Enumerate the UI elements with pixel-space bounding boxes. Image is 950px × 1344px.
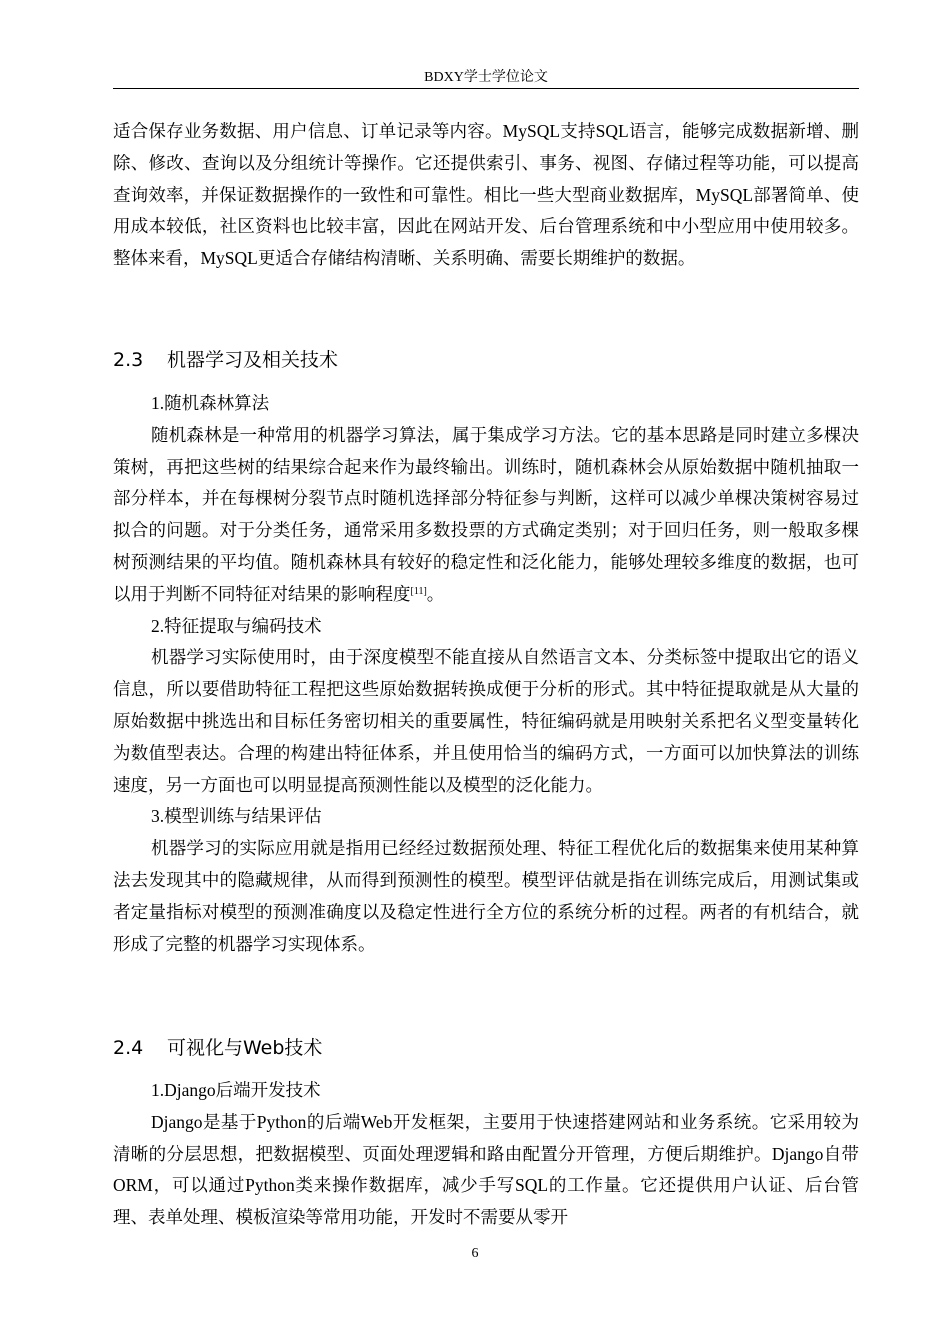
paragraph-text: 随机森林是一种常用的机器学习算法，属于集成学习方法。它的基本思路是同时建立多棵决策树，再把这些树的结果综合起来作为最终输出。训练时，随机森林会从原始数据中随机抽取一部分样本，并在每棵树分裂节点时随机选择部分特征参与判断，这样可以减少单棵决策树容易过拟合的问题。对于分类任务，通常采用多数投票的方式确定类别；对于回归任务，则一般取多棵树预测结果的平均值。随机森林具有较好的稳定性和泛化能力，能够处理较多维度的数据，也可以用于判断不同特征对结果的影响程度 — [113, 424, 859, 604]
section-2-4 — [113, 1033, 859, 1063]
paragraph-end: 。 — [426, 583, 445, 604]
paragraph-feature-encoding: 机器学习实际使用时，由于深度模型不能直接从自然语言文本、分类标签中提取出它的语义信息，所以要借助特征工程把这些原始数据转换成便于分析的形式。其中特征提取就是从大量的原始数据中挑选出和目标任务密切相关的重要属性，特征编码就是用映射关系把名义型变量转化为数值型表达。合理的构建出特征体系，并且使用恰当的编码方式，一方面可以加快算法的训练速度，另一方面也可以明显提高预测性能以及模型的泛化能力。 — [113, 647, 859, 795]
intro-paragraph: 适合保存业务数据、用户信息、订单记录等内容。MySQL支持SQL语言，能够完成数据新增、删除、修改、查询以及分组统计等操作。它还提供索引、事务、视图、存储过程等功能，可以提高查询效率，并保证数据操作的一致性和可靠性。相比一些大型商业数据库，MySQL部署简单、使用成本较低，社区资料也比较丰富，因此在网站开发、后台管理系统和中小型应用中使用较多。整体来看，MySQL更适合存储结构清晰、关系明确、需要长期维护的数据。 — [113, 121, 859, 269]
header-rule — [113, 88, 859, 89]
section-title: 机器学习及相关技术 — [167, 349, 339, 371]
paragraph-model-training: 机器学习的实际应用就是指用已经经过数据预处理、特征工程优化后的数据集来使用某种算法去发现其中的隐藏规律，从而得到预测性的模型。模型评估就是指在训练完成后，用测试集或者定量指标对模型的预测准确度以及稳定性进行全方位的系统分析的过程。两者的有机结合，就形成了完整的机器学习实现体系。 — [113, 838, 859, 954]
section-number: 2.3 — [113, 349, 144, 371]
section-title: 可视化与Web技术 — [167, 1037, 323, 1059]
subsection-heading-feature-encoding: 2.特征提取与编码技术 — [151, 615, 322, 636]
intro-section — [113, 116, 859, 275]
section-heading-2-3 — [113, 345, 859, 375]
subsection-heading-model-training: 3.模型训练与结果评估 — [151, 806, 322, 827]
page-number: 6 — [471, 1246, 479, 1261]
section-2-3 — [113, 345, 859, 375]
section-2-4-body — [113, 1075, 859, 1234]
section-number: 2.4 — [113, 1037, 144, 1059]
paragraph-django: Django是基于Python的后端Web开发框架，主要用于快速搭建网站和业务系统。它采用较为清晰的分层思想，把数据模型、页面处理逻辑和路由配置分开管理，方便后期维护。Django自带ORM，可以通过Python类来操作数据库，减少手写SQL的工作量。它还提供用户认证、后台管理、表单处理、模板渲染等常用功能，开发时不需要从零开 — [113, 1111, 859, 1228]
subsection-heading-django: 1.Django后端开发技术 — [151, 1080, 321, 1100]
paragraph-random-forest — [113, 420, 859, 611]
subsection-heading-random-forest: 1.随机森林算法 — [151, 393, 270, 413]
running-header: BDXY学士学位论文 — [424, 70, 548, 85]
citation: [11] — [410, 585, 427, 597]
section-heading-2-4 — [113, 1033, 859, 1063]
section-2-3-body — [113, 388, 859, 960]
